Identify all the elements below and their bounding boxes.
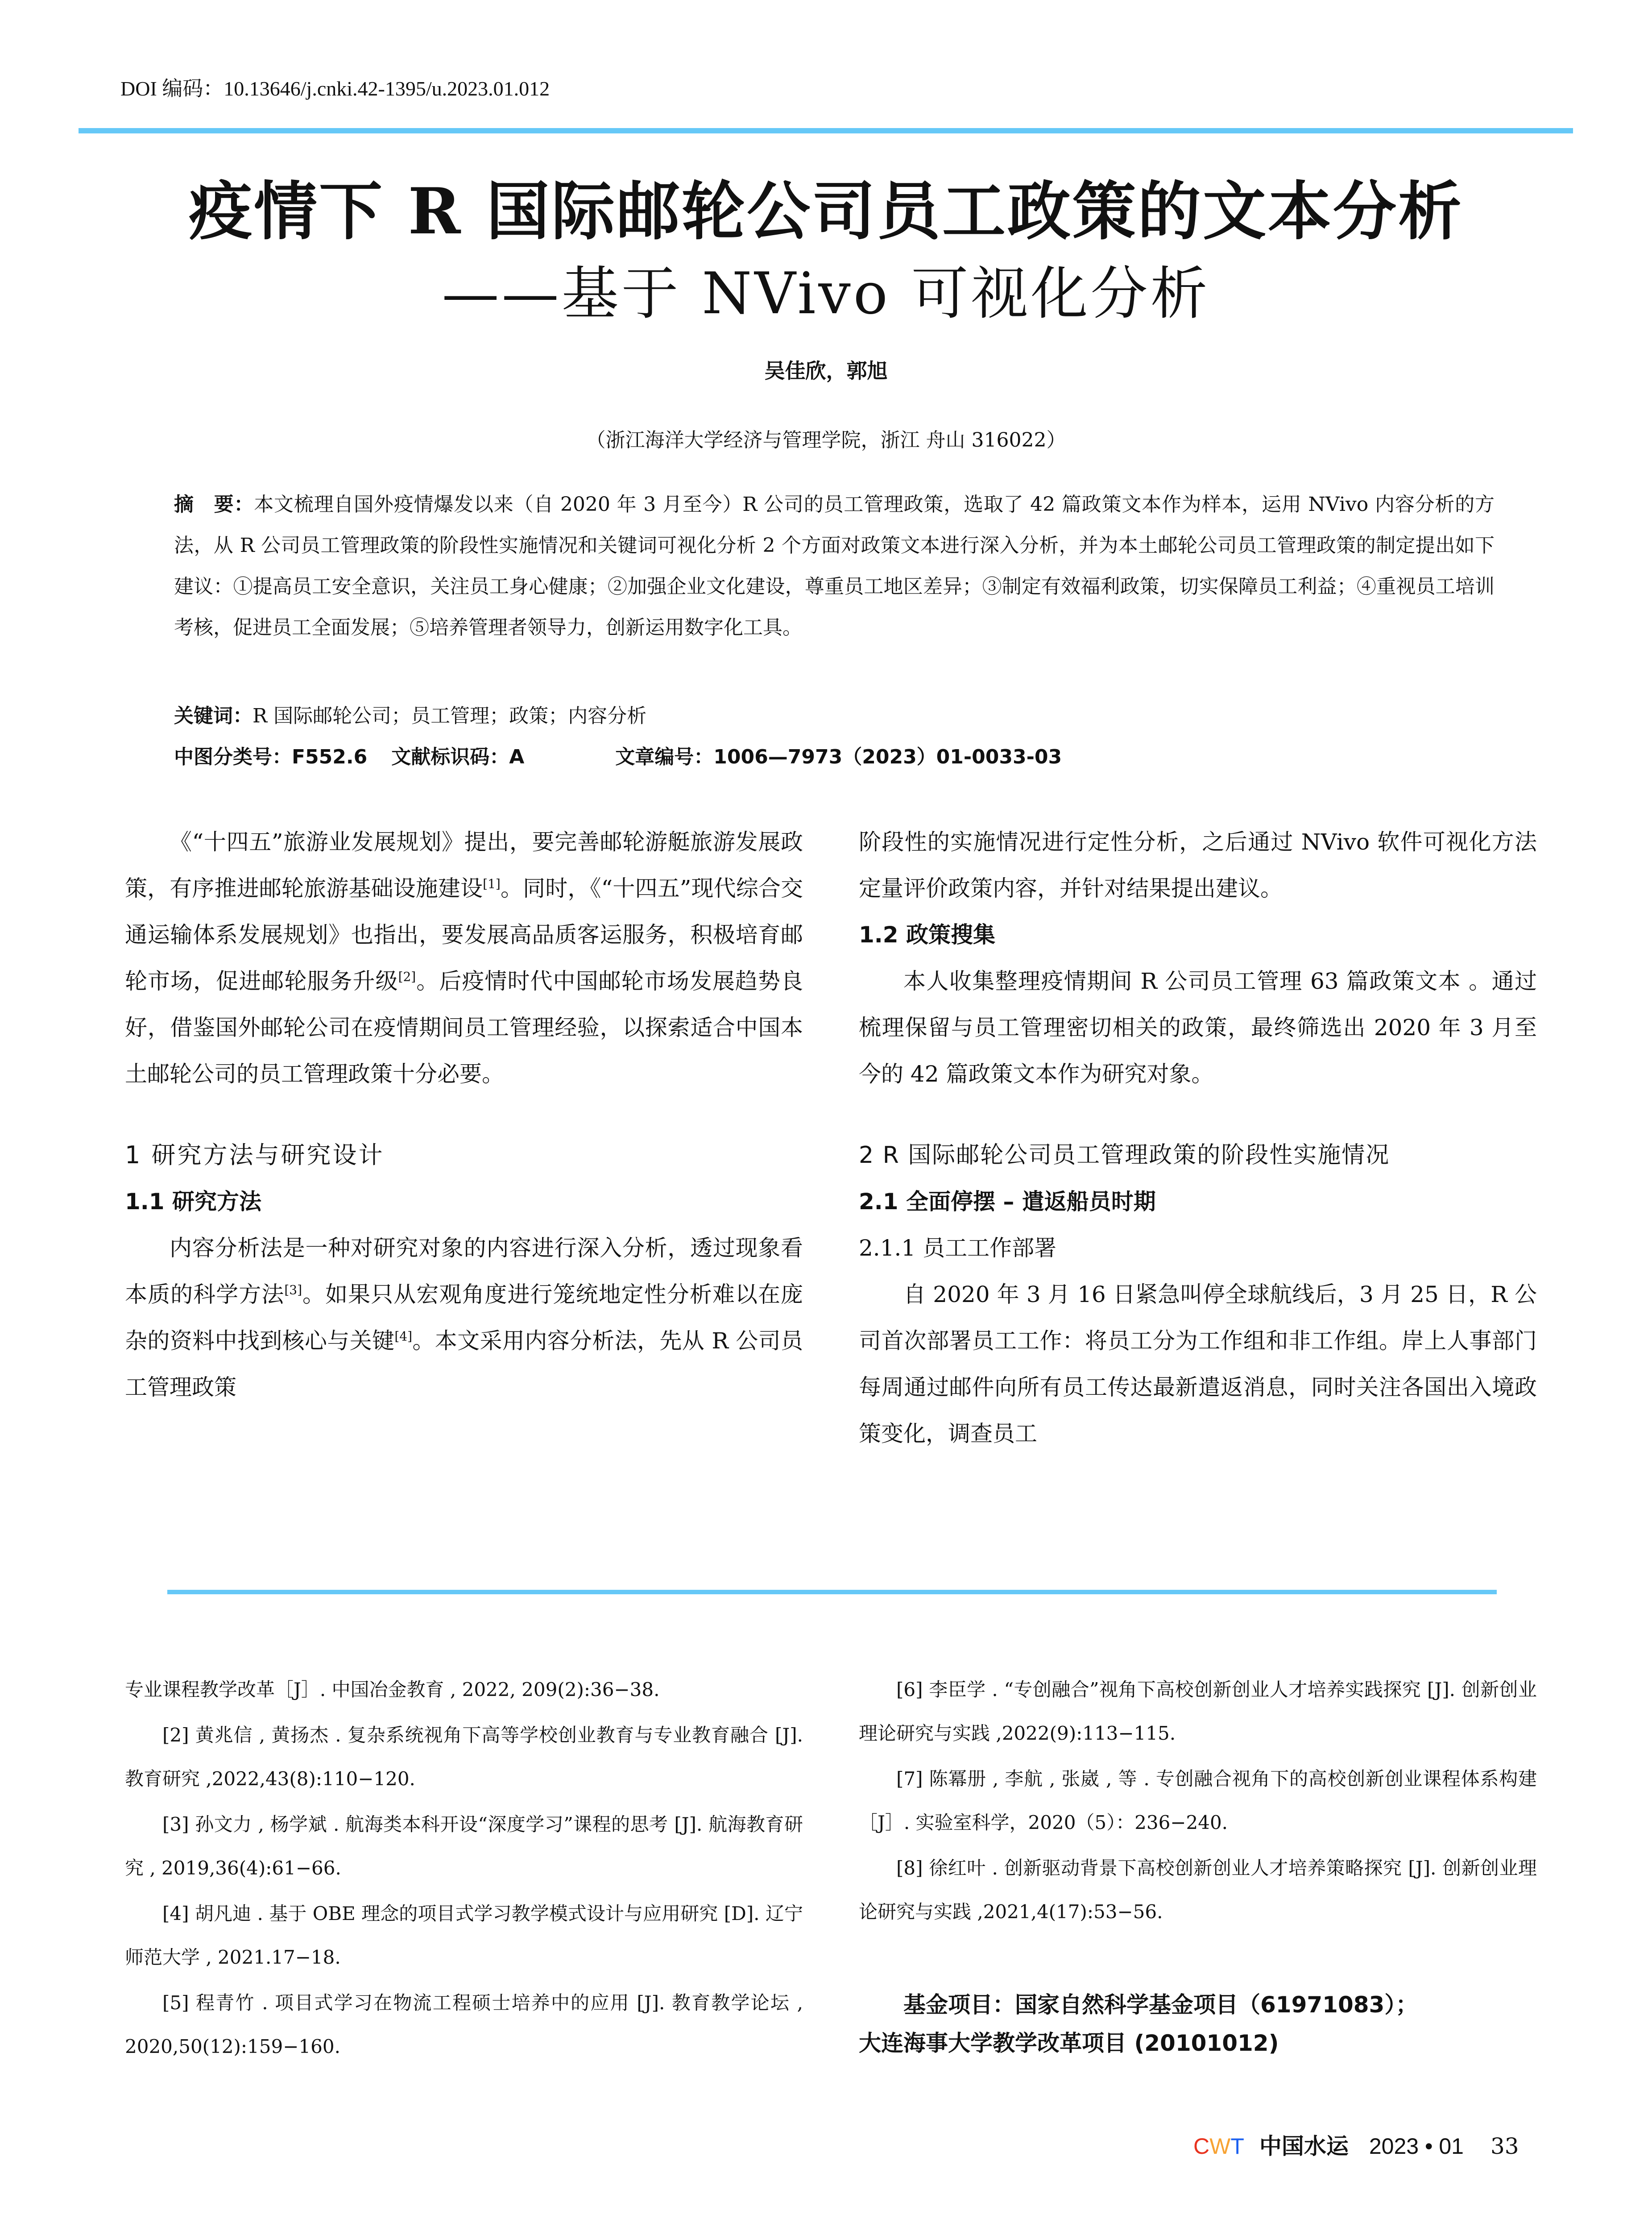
section-2-heading: 2 R 国际邮轮公司员工管理政策的阶段性实施情况: [859, 1142, 1390, 1169]
reference-item: 专业课程教学改革［J］. 中国冶金教育 , 2022, 209(2):36−38.: [125, 1679, 660, 1700]
classification-line: [174, 741, 1495, 769]
section-1-heading: 1 研究方法与研究设计: [125, 1141, 385, 1169]
footnote-divider: [167, 1590, 1497, 1594]
body-right-column: [859, 819, 1537, 1457]
citation-1[interactable]: [1]: [483, 876, 501, 892]
article-subtitle: ——基于 NVivo 可视化分析: [442, 261, 1210, 327]
journal-name: 中国水运: [1259, 2133, 1349, 2159]
doi-line: DOI 编码：10.13646/j.cnki.42-1395/u.2023.01.012: [120, 77, 550, 100]
body-left-column: [125, 819, 803, 1410]
intro-text-1: 《“十四五”旅游业发展规划》提出，要完善邮轮游艇旅游发展政策，有序推进邮轮旅游基础设施建设: [125, 829, 803, 901]
intro-text-3: 。后疫情时代中国邮轮市场发展趋势良好，借鉴国外邮轮公司在疫情期间员工管理经验，以探索适合中国本土邮轮公司的员工管理政策十分必要。: [125, 968, 803, 1087]
citation-2[interactable]: [2]: [398, 969, 416, 984]
section-1-2-heading: 1.2 政策搜集: [859, 922, 995, 948]
abstract: [174, 484, 1495, 648]
method-text-2: 。如果只从宏观角度进行笼统地定性分析难以在庞杂的资料中找到核心与关键: [125, 1281, 803, 1354]
reference-item: [7] 陈冪册 , 李航 , 张崴 , 等 . 专创融合视角下的高校创新创业课程体系构建［J］. 实验室科学，2020（5）：236−240.: [859, 1768, 1537, 1833]
funding-note: [859, 1986, 1537, 2062]
intro-paragraph: [125, 819, 803, 1097]
reference-item: [5] 程青竹 . 项目式学习在物流工程硕士培养中的应用 [J]. 教育教学论坛 , 2020,50(12):159−160.: [125, 1992, 803, 2057]
section-1-1-heading: 1.1 研究方法: [125, 1189, 261, 1215]
citation-4[interactable]: [4]: [394, 1329, 413, 1344]
reference-item: [3] 孙文力 , 杨学斌 . 航海类本科开设“深度学习”课程的思考 [J]. 航海教育研究 , 2019,36(4):61−66.: [125, 1813, 803, 1879]
article-title: 疫情下 R 国际邮轮公司员工政策的文本分析: [189, 174, 1463, 249]
method-paragraph: [125, 1225, 803, 1410]
keywords: [174, 700, 1495, 728]
reference-item: [8] 徐红叶 . 创新驱动背景下高校创新创业人才培养策略探究 [J]. 创新创业理论研究与实践 ,2021,4(17):53−56.: [859, 1857, 1537, 1923]
clc-number: 中图分类号：F552.6: [174, 746, 368, 768]
section-2-1-1-heading: 2.1.1 员工工作部署: [859, 1235, 1057, 1261]
reference-item: [6] 李臣学 . “专创融合”视角下高校创新创业人才培养实践探究 [J]. 创新创业理论研究与实践 ,2022(9):113−115.: [859, 1679, 1537, 1744]
deploy-paragraph: 自 2020 年 3 月 16 日紧急叫停全球航线后，3 月 25 日，R 公司首次部署员工工作：将员工分为工作组和非工作组。岸上人事部门每周通过邮件向所有员工传达最新遣返消息，同时关注各国出入境政策变化，调查员工: [859, 1281, 1537, 1447]
keywords-label: 关键词：: [174, 705, 253, 727]
references-left: [125, 1668, 803, 2070]
authors: 吴佳欣，郭旭: [764, 359, 888, 383]
intro-text-2: 。同时，《“十四五”现代综合交通运输体系发展规划》也指出，要发展高品质客运服务，积极培育邮轮市场，促进邮轮服务升级: [125, 875, 803, 994]
funding-line-2: 大连海事大学教学改革项目 (20101012): [859, 2030, 1279, 2056]
abstract-text: 本文梳理自国外疫情爆发以来（自 2020 年 3 月至今）R 公司的员工管理政策，选取了 42 篇政策文本作为样本，运用 NVivo 内容分析的方法，从 R 公司员工管理政策的阶段性实施情况和关键词可视化分析 2 个方面对政策文本进行深入分析，并为本土邮轮公司员工管理政策的制定提出如下建议：①提高员工安全意识，关注员工身心健康；②加强企业文化建设，尊重员工地区差异；③制定有效福利政策，切实保障员工利益；④重视员工培训考核，促进员工全面发展；⑤培养管理者领导力，创新运用数字化工具。: [174, 493, 1495, 639]
abstract-label: 摘 要：: [174, 493, 254, 516]
journal-logo: CWT: [1193, 2134, 1244, 2159]
document-code: 文献标识码：A: [391, 746, 525, 768]
reference-item: [2] 黄兆信 , 黄扬杰 . 复杂系统视角下高等学校创业教育与专业教育融合 [J]. 教育研究 ,2022,43(8):110−120.: [125, 1724, 803, 1790]
funding-line-1: 基金项目：国家自然科学基金项目（61971083）；: [903, 1992, 1418, 2018]
article-number: 文章编号：1006—7973（2023）01-0033-03: [615, 746, 1062, 768]
method-text-1: 内容分析法是一种对研究对象的内容进行深入分析，透过现象看本质的科学方法: [125, 1235, 803, 1307]
issue-number: 2023 • 01: [1369, 2134, 1464, 2159]
references-right: [859, 1668, 1537, 1936]
header-divider: [79, 128, 1573, 133]
method-continuation: 阶段性的实施情况进行定性分析，之后通过 NVivo 软件可视化方法定量评价政策内容，并针对结果提出建议。: [859, 829, 1537, 901]
affiliation: （浙江海洋大学经济与管理学院，浙江 舟山 316022）: [586, 429, 1066, 452]
keywords-text: R 国际邮轮公司；员工管理；政策；内容分析: [253, 705, 647, 727]
method-text-3: 。本文采用内容分析法，先从 R 公司员工管理政策: [125, 1328, 803, 1400]
collect-paragraph: 本人收集整理疫情期间 R 公司员工管理 63 篇政策文本 。通过梳理保留与员工管理密切相关的政策，最终筛选出 2020 年 3 月至今的 42 篇政策文本作为研究对象。: [859, 968, 1537, 1087]
citation-3[interactable]: [3]: [284, 1282, 302, 1298]
reference-item: [4] 胡凡迪 . 基于 OBE 理念的项目式学习教学模式设计与应用研究 [D]. 辽宁师范大学 , 2021.17−18.: [125, 1903, 803, 1968]
section-2-1-heading: 2.1 全面停摆 – 遣返船员时期: [859, 1189, 1156, 1215]
page-footer: [1193, 2128, 1519, 2161]
page-number: 33: [1491, 2133, 1519, 2159]
